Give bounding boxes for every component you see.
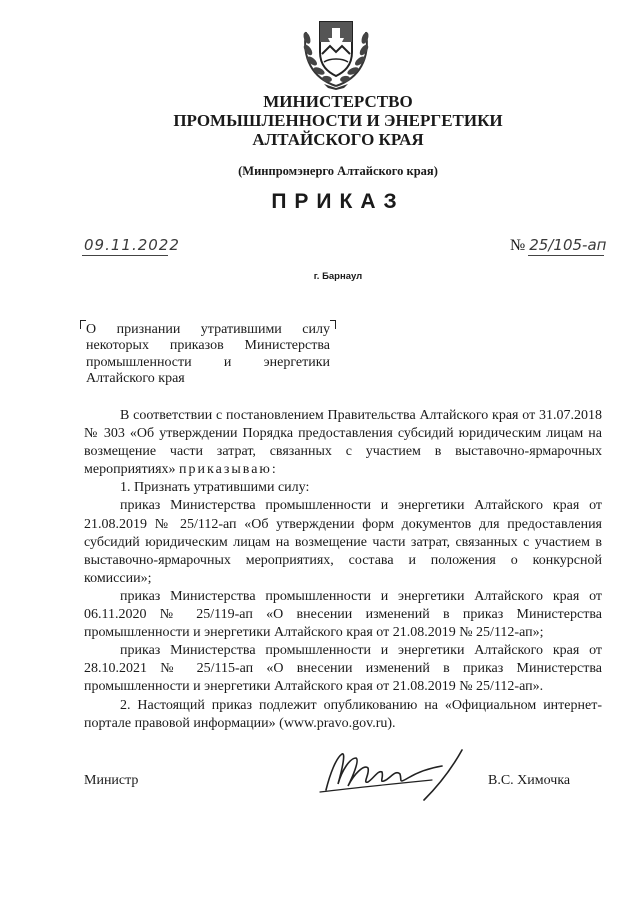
body-paragraph: приказ Министерства промышленности и энергетики Алтайского края от 06.11.2020 № 25/119-ап «О внесении изменений в приказ Министерства промышленности и энергетики Алтайского края от 21.08.2019 № 25/112-ап»; — [84, 588, 602, 641]
ministry-short-name: (Минпромэнерго Алтайского края) — [238, 164, 438, 178]
handwritten-signature-icon — [312, 744, 472, 804]
document-body — [84, 407, 602, 733]
body-paragraph: приказ Министерства промышленности и энергетики Алтайского края от 21.08.2019 № 25/112-ап «Об утверждении форм документов для предоставления субсидий юридическим лицам на возмещение части затрат, связанных с участием в выставочно-ярмарочных мероприятиях, состава и положения о конкурсной комиссии»; — [84, 498, 602, 586]
signer-name: В.С. Химочка — [488, 773, 571, 788]
body-paragraph: приказ Министерства промышленности и энергетики Алтайского края от 28.10.2021 № 25/115-ап «О внесении изменений в приказ Министерства промышленности и энергетики Алтайского края от 21.08.2019 № 25/112-ап». — [84, 643, 602, 695]
number-value: 25/105-ап — [529, 236, 607, 254]
paragraph-text: В соответствии с постановлением Правительства Алтайского края от 31.07.2018 № 303 «Об утверждении Порядка предоставления субсидий юридическим лицам на возмещение части затрат, связанных с участием в выставочно-ярмарочных мероприятиях» — [84, 408, 602, 478]
document-number — [510, 236, 606, 255]
city: г. Барнаул — [313, 271, 363, 282]
order-verb: приказываю: — [179, 462, 278, 478]
coat-of-arms-icon — [298, 8, 374, 90]
document-type: ПРИКАЗ — [271, 190, 405, 213]
signer-position: Министр — [84, 773, 139, 788]
date-underline — [82, 255, 168, 256]
body-paragraph: 2. Настоящий приказ подлежит опубликованию на «Официальном интернет-портале правовой информации» (www.pravo.gov.ru). — [84, 697, 602, 731]
number-underline — [528, 255, 604, 256]
body-paragraph — [84, 407, 602, 479]
body-paragraph: 1. Признать утратившими силу: — [120, 480, 310, 496]
ministry-name-line: АЛТАЙСКОГО КРАЯ — [252, 130, 424, 149]
ministry-name-line: МИНИСТЕРСТВО — [263, 92, 413, 111]
number-sign: № — [510, 237, 526, 254]
document-subject: О признании утратившими силу некоторых приказов Министерства промышленности и энергетики Алтайского края — [86, 322, 330, 386]
ministry-name-line: ПРОМЫШЛЕННОСТИ И ЭНЕРГЕТИКИ — [173, 111, 503, 130]
document-date: 09.11.2022 — [84, 236, 180, 254]
ministry-name — [100, 92, 576, 149]
subject-corner-right — [330, 320, 336, 329]
